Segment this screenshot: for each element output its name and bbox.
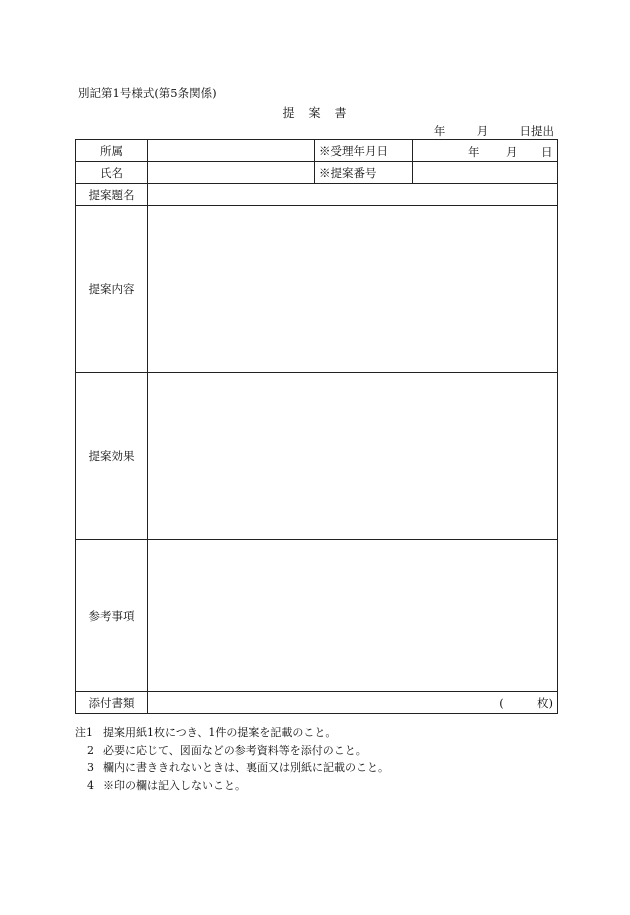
proposal-content-label: 提案内容 (76, 206, 148, 373)
affiliation-row (76, 140, 558, 162)
form-label: 別記第1号様式(第5条関係) (78, 86, 217, 100)
note-item (75, 759, 389, 777)
document-title: 提 案 書 (282, 106, 348, 120)
attachments-label: 添付書類 (76, 692, 148, 714)
received-month-label: 月 (506, 145, 518, 159)
proposal-content-field[interactable] (148, 206, 558, 373)
attachments-field[interactable] (148, 692, 558, 714)
proposal-number-field (413, 162, 558, 184)
proposal-title-label: 提案題名 (76, 184, 148, 206)
proposal-effect-row (76, 373, 558, 540)
attachments-count-close: 枚) (537, 695, 553, 710)
reference-field[interactable] (148, 540, 558, 692)
attachments-count (499, 695, 553, 711)
proposal-title-field[interactable] (148, 184, 558, 206)
submission-month-label: 月 (476, 124, 489, 138)
note-text: 欄内に書ききれないときは、裏面又は別紙に記載のこと。 (103, 761, 389, 774)
note-item (75, 777, 389, 795)
received-date-field (413, 140, 558, 162)
proposal-content-row (76, 206, 558, 373)
received-day-label: 日 (541, 145, 553, 159)
proposal-title-row (76, 184, 558, 206)
proposal-effect-field[interactable] (148, 373, 558, 540)
affiliation-label: 所属 (76, 140, 148, 162)
note-number: 注1 (75, 726, 93, 739)
attachments-row (76, 692, 558, 714)
reference-row (76, 540, 558, 692)
name-field[interactable] (148, 162, 315, 184)
submission-day-label: 日提出 (519, 124, 554, 138)
received-year-label: 年 (468, 145, 480, 159)
affiliation-field[interactable] (148, 140, 315, 162)
proposal-number-label: ※提案番号 (315, 162, 413, 184)
received-date-label: ※受理年月日 (315, 140, 413, 162)
note-item (75, 742, 389, 760)
note-item (75, 724, 389, 742)
name-label: 氏名 (76, 162, 148, 184)
submission-year-label: 年 (433, 124, 446, 138)
note-text: 必要に応じて、図面などの参考資料等を添付のこと。 (103, 743, 367, 757)
proposal-form-table (75, 139, 558, 714)
note-text: ※印の欄は記入しないこと。 (103, 778, 246, 792)
proposal-effect-label: 提案効果 (76, 373, 148, 540)
reference-label: 参考事項 (76, 540, 148, 692)
name-row (76, 162, 558, 184)
note-text: 提案用紙1枚につき、1件の提案を記載のこと。 (103, 726, 337, 739)
note-number: 4 (87, 778, 94, 792)
note-number: 3 (87, 761, 94, 774)
attachments-count-open: ( (499, 695, 504, 710)
note-number: 2 (87, 743, 94, 757)
notes (75, 724, 389, 794)
submission-date-line (434, 123, 554, 139)
